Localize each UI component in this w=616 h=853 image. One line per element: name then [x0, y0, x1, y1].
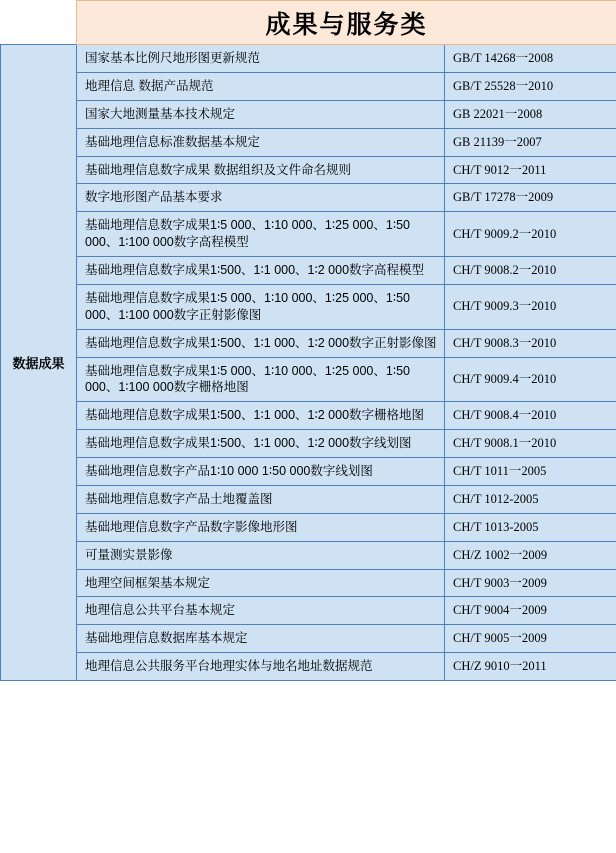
table-row — [1, 357, 616, 402]
table-row — [1, 156, 616, 184]
standard-code: CH/T 9003一2009 — [445, 569, 616, 597]
table-row — [1, 653, 616, 681]
standard-code: GB/T 14268一2008 — [445, 45, 616, 73]
standard-name: 可量测实景影像 — [77, 541, 445, 569]
standard-code: CH/T 9012一2011 — [445, 156, 616, 184]
standard-code: CH/T 1012-2005 — [445, 485, 616, 513]
table-row — [1, 257, 616, 285]
standard-code: CH/T 9005一2009 — [445, 625, 616, 653]
table-row — [1, 569, 616, 597]
standard-name: 地理信息 数据产品规范 — [77, 72, 445, 100]
table-row — [1, 128, 616, 156]
standard-name: 基础地理信息数字成果1∶500、1∶1 000、1∶2 000数字高程模型 — [77, 257, 445, 285]
standard-code: CH/Z 9010一2011 — [445, 653, 616, 681]
table-row — [1, 100, 616, 128]
standard-name: 基础地理信息数字成果1∶500、1∶1 000、1∶2 000数字栅格地图 — [77, 402, 445, 430]
standard-code: CH/T 9004一2009 — [445, 597, 616, 625]
standard-code: CH/T 9008.2一2010 — [445, 257, 616, 285]
standard-name: 基础地理信息数字成果1∶5 000、1∶10 000、1∶25 000、1∶50 000、1∶100 000数字正射影像图 — [77, 284, 445, 329]
standard-name: 基础地理信息数字成果1∶500、1∶1 000、1∶2 000数字线划图 — [77, 430, 445, 458]
standard-name: 基础地理信息数字成果 数据组织及文件命名规则 — [77, 156, 445, 184]
standard-name: 地理信息公共服务平台地理实体与地名地址数据规范 — [77, 653, 445, 681]
table-row — [1, 513, 616, 541]
standard-code: CH/T 9009.4一2010 — [445, 357, 616, 402]
standard-name: 基础地理信息数字产品土地覆盖图 — [77, 485, 445, 513]
page-title: 成果与服务类 — [77, 1, 616, 45]
table-row — [1, 184, 616, 212]
standard-code: CH/T 9008.3一2010 — [445, 329, 616, 357]
table-row — [1, 329, 616, 357]
standard-code: CH/T 9009.3一2010 — [445, 284, 616, 329]
standard-code: CH/T 1011一2005 — [445, 458, 616, 486]
standard-name: 基础地理信息数字成果1∶5 000、1∶10 000、1∶25 000、1∶50 000、1∶100 000数字栅格地图 — [77, 357, 445, 402]
standard-name: 基础地理信息数字产品数字影像地形图 — [77, 513, 445, 541]
standard-name: 基础地理信息标准数据基本规定 — [77, 128, 445, 156]
table-body — [1, 1, 616, 681]
table-row — [1, 72, 616, 100]
standard-code: CH/T 9008.1一2010 — [445, 430, 616, 458]
standard-name: 国家大地测量基本技术规定 — [77, 100, 445, 128]
standard-name: 基础地理信息数字成果1∶500、1∶1 000、1∶2 000数字正射影像图 — [77, 329, 445, 357]
standard-code: CH/T 1013-2005 — [445, 513, 616, 541]
table-row — [1, 45, 616, 73]
standard-code: GB/T 25528一2010 — [445, 72, 616, 100]
table-row — [1, 212, 616, 257]
standard-name: 基础地理信息数据库基本规定 — [77, 625, 445, 653]
table-title-row — [1, 1, 616, 45]
table-row — [1, 625, 616, 653]
corner-spacer — [1, 1, 77, 45]
standard-name: 地理信息公共平台基本规定 — [77, 597, 445, 625]
standard-name: 数字地形图产品基本要求 — [77, 184, 445, 212]
category-label: 数据成果 — [1, 45, 77, 681]
standard-code: CH/T 9009.2一2010 — [445, 212, 616, 257]
table-row — [1, 597, 616, 625]
standard-code: GB 21139一2007 — [445, 128, 616, 156]
standard-name: 基础地理信息数字成果1∶5 000、1∶10 000、1∶25 000、1∶50 000、1∶100 000数字高程模型 — [77, 212, 445, 257]
standard-code: GB/T 17278一2009 — [445, 184, 616, 212]
standard-name: 基础地理信息数字产品1∶10 000 1∶50 000数字线划图 — [77, 458, 445, 486]
standard-name: 国家基本比例尺地形图更新规范 — [77, 45, 445, 73]
standard-code: GB 22021一2008 — [445, 100, 616, 128]
table-row — [1, 284, 616, 329]
standard-name: 地理空间框架基本规定 — [77, 569, 445, 597]
standard-code: CH/T 9008.4一2010 — [445, 402, 616, 430]
table-row — [1, 430, 616, 458]
table-row — [1, 402, 616, 430]
table-row — [1, 485, 616, 513]
table-row — [1, 541, 616, 569]
standard-code: CH/Z 1002一2009 — [445, 541, 616, 569]
table-row — [1, 458, 616, 486]
